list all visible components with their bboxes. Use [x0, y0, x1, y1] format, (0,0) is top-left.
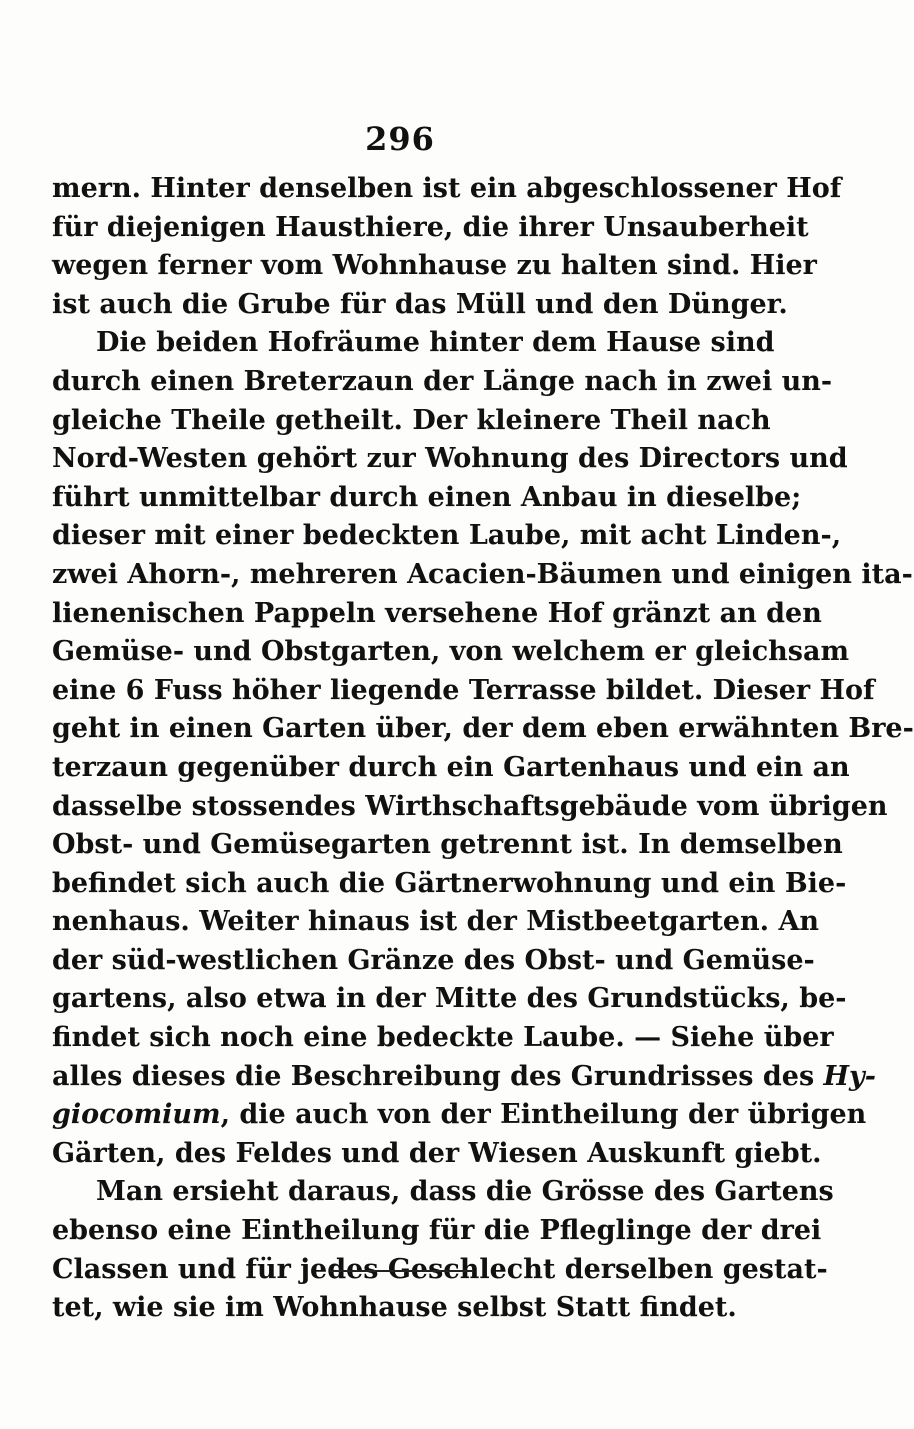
text-line: wegen ferner vom Wohnhause zu halten sind. Hier	[52, 250, 817, 282]
text-line: zwei Ahorn-, mehreren Acacien-Bäumen und einigen ita-	[52, 558, 913, 590]
text-line: der süd-westlichen Gränze des Obst- und Gemüse-	[52, 944, 815, 976]
text-line: dasselbe stossendes Wirthschaftsgebäude vom übrigen	[52, 790, 888, 822]
body-text	[52, 170, 914, 1328]
text-line: Gärten, des Feldes und der Wiesen Auskunft giebt.	[52, 1137, 822, 1169]
text-line: ebenso eine Eintheilung für die Pfleglinge der drei	[52, 1215, 822, 1247]
text-line: mern. Hinter denselben ist ein abgeschlossener Hof	[52, 173, 842, 204]
italic-term: giocomium	[52, 1099, 221, 1131]
text-line: terzaun gegenüber durch ein Gartenhaus und ein an	[52, 751, 850, 783]
text-line: ist auch die Grube für das Müll und den Dünger.	[52, 288, 788, 320]
text-line: findet sich noch eine bedeckte Laube. — Siehe über	[52, 1022, 834, 1054]
text-line: gartens, also etwa in der Mitte des Grundstücks, be-	[52, 983, 847, 1015]
text-line: tet, wie sie im Wohnhause selbst Statt findet.	[52, 1292, 737, 1324]
text-line	[52, 1096, 867, 1135]
text-line: lienenischen Pappeln versehene Hof gränzt an den	[52, 597, 822, 629]
text-line: Die beiden Hofräume hinter dem Hause sind	[96, 327, 775, 359]
text-segment: alles dieses die Beschreibung des Grundrisses des	[52, 1060, 824, 1092]
text-line: geht in einen Garten über, der dem eben erwähnten Bre-	[52, 713, 914, 745]
text-line: Obst- und Gemüsegarten getrennt ist. In demselben	[52, 829, 843, 861]
text-line: führt unmittelbar durch einen Anbau in dieselbe;	[52, 481, 802, 513]
text-line: Nord-Westen gehört zur Wohnung des Directors und	[52, 443, 848, 475]
text-line: Gemüse- und Obstgarten, von welchem er gleichsam	[52, 636, 850, 668]
text-segment: , die auch von der Eintheilung der übrigen	[220, 1099, 867, 1131]
text-line	[52, 1058, 876, 1097]
text-line: durch einen Breterzaun der Länge nach in zwei un-	[52, 365, 833, 397]
text-line: dieser mit einer bedeckten Laube, mit acht Linden-,	[52, 520, 842, 552]
italic-term: Hy-	[823, 1060, 876, 1092]
text-line: für diejenigen Hausthiere, die ihrer Unsauberheit	[52, 211, 809, 243]
section-divider	[330, 1270, 472, 1272]
text-line: eine 6 Fuss höher liegende Terrasse bildet. Dieser Hof	[52, 674, 875, 706]
text-line: befindet sich auch die Gärtnerwohnung und ein Bie-	[52, 867, 847, 899]
page-number: 296	[365, 120, 435, 158]
text-line: nenhaus. Weiter hinaus ist der Mistbeetgarten. An	[52, 906, 820, 938]
text-line: gleiche Theile getheilt. Der kleinere Theil nach	[52, 404, 771, 436]
text-line: Classen und für jedes Geschlecht derselben gestat-	[52, 1253, 828, 1285]
text-line: Man ersieht daraus, dass die Grösse des Gartens	[96, 1176, 834, 1208]
